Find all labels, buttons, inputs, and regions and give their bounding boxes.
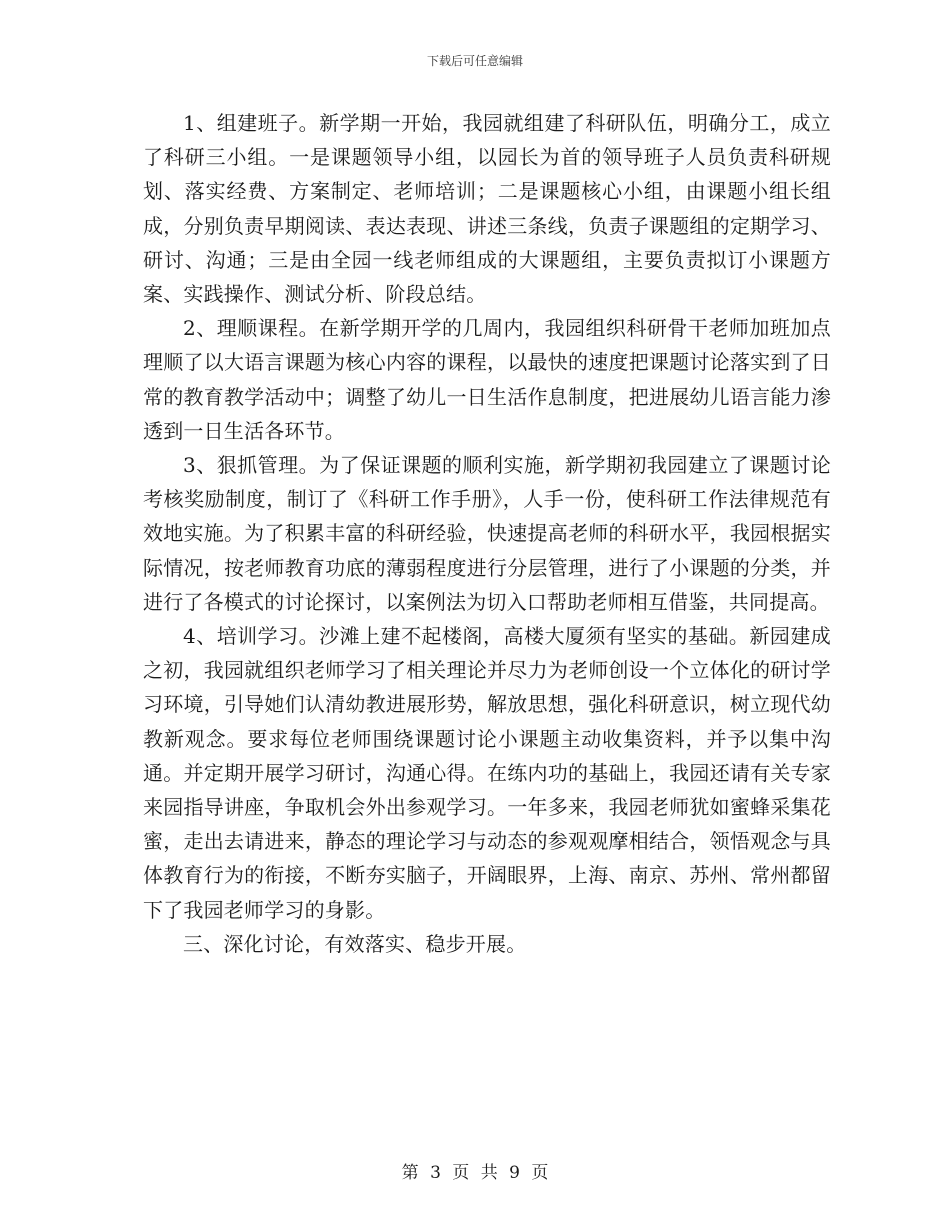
paragraph-form-team: 1、组建班子。新学期一开始，我园就组建了科研队伍，明确分工，成立了科研三小组。一是课题领导小组，以园长为首的领导班子人员负责科研规划、落实经费、方案制定、老师培训；二是课题核心小组，由课题小组长组成，分别负责早期阅读、表达表现、讲述三条线，负责子课题组的定期学习、研讨、沟通；三是由全园一线老师组成的大课题组，主要负责拟订小课题方案、实践操作、测试分析、阶段总结。	[143, 111, 831, 307]
paragraph-management: 3、狠抓管理。为了保证课题的顺利实施，新学期初我园建立了课题讨论考核奖励制度，制订了《科研工作手册》，人手一份，使科研工作法律规范有效地实施。为了积累丰富的科研经验，快速提高老师的科研水平，我园根据实际情况，按老师教育功底的薄弱程度进行分层管理，进行了小课题的分类，并进行了各模式的讨论探讨，以案例法为切入口帮助老师相互借鉴，共同提高。	[143, 453, 831, 614]
body-text	[143, 106, 831, 961]
page-number: 第 3 页 共 9 页	[401, 1163, 549, 1183]
paragraph-training: 4、培训学习。沙滩上建不起楼阁，高楼大厦须有坚实的基础。新园建成之初，我园就组织老师学习了相关理论并尽力为老师创设一个立体化的研讨学习环境，引导她们认清幼教进展形势，解放思想，强化科研意识，树立现代幼教新观念。要求每位老师围绕课题讨论小课题主动收集资料，并予以集中沟通。并定期开展学习研讨，沟通心得。在练内功的基础上，我园还请有关专家来园指导讲座，争取机会外出参观学习。一年多来，我园老师犹如蜜蜂采集花蜜，走出去请进来，静态的理论学习与动态的参观观摩相结合，领悟观念与具体教育行为的衔接，不断夯实脑子，开阔眼界，上海、南京、苏州、常州都留下了我园老师学习的身影。	[143, 624, 831, 922]
paragraph-curriculum: 2、理顺课程。在新学期开学的几周内，我园组织科研骨干老师加班加点理顺了以大语言课题为核心内容的课程，以最快的速度把课题讨论落实到了日常的教育教学活动中；调整了幼儿一日生活作息制度，把进展幼儿语言能力渗透到一日生活各环节。	[143, 316, 831, 443]
header-note: 下载后可任意编辑	[426, 54, 523, 68]
section-heading: 三、深化讨论，有效落实、稳步开展。	[183, 931, 527, 956]
